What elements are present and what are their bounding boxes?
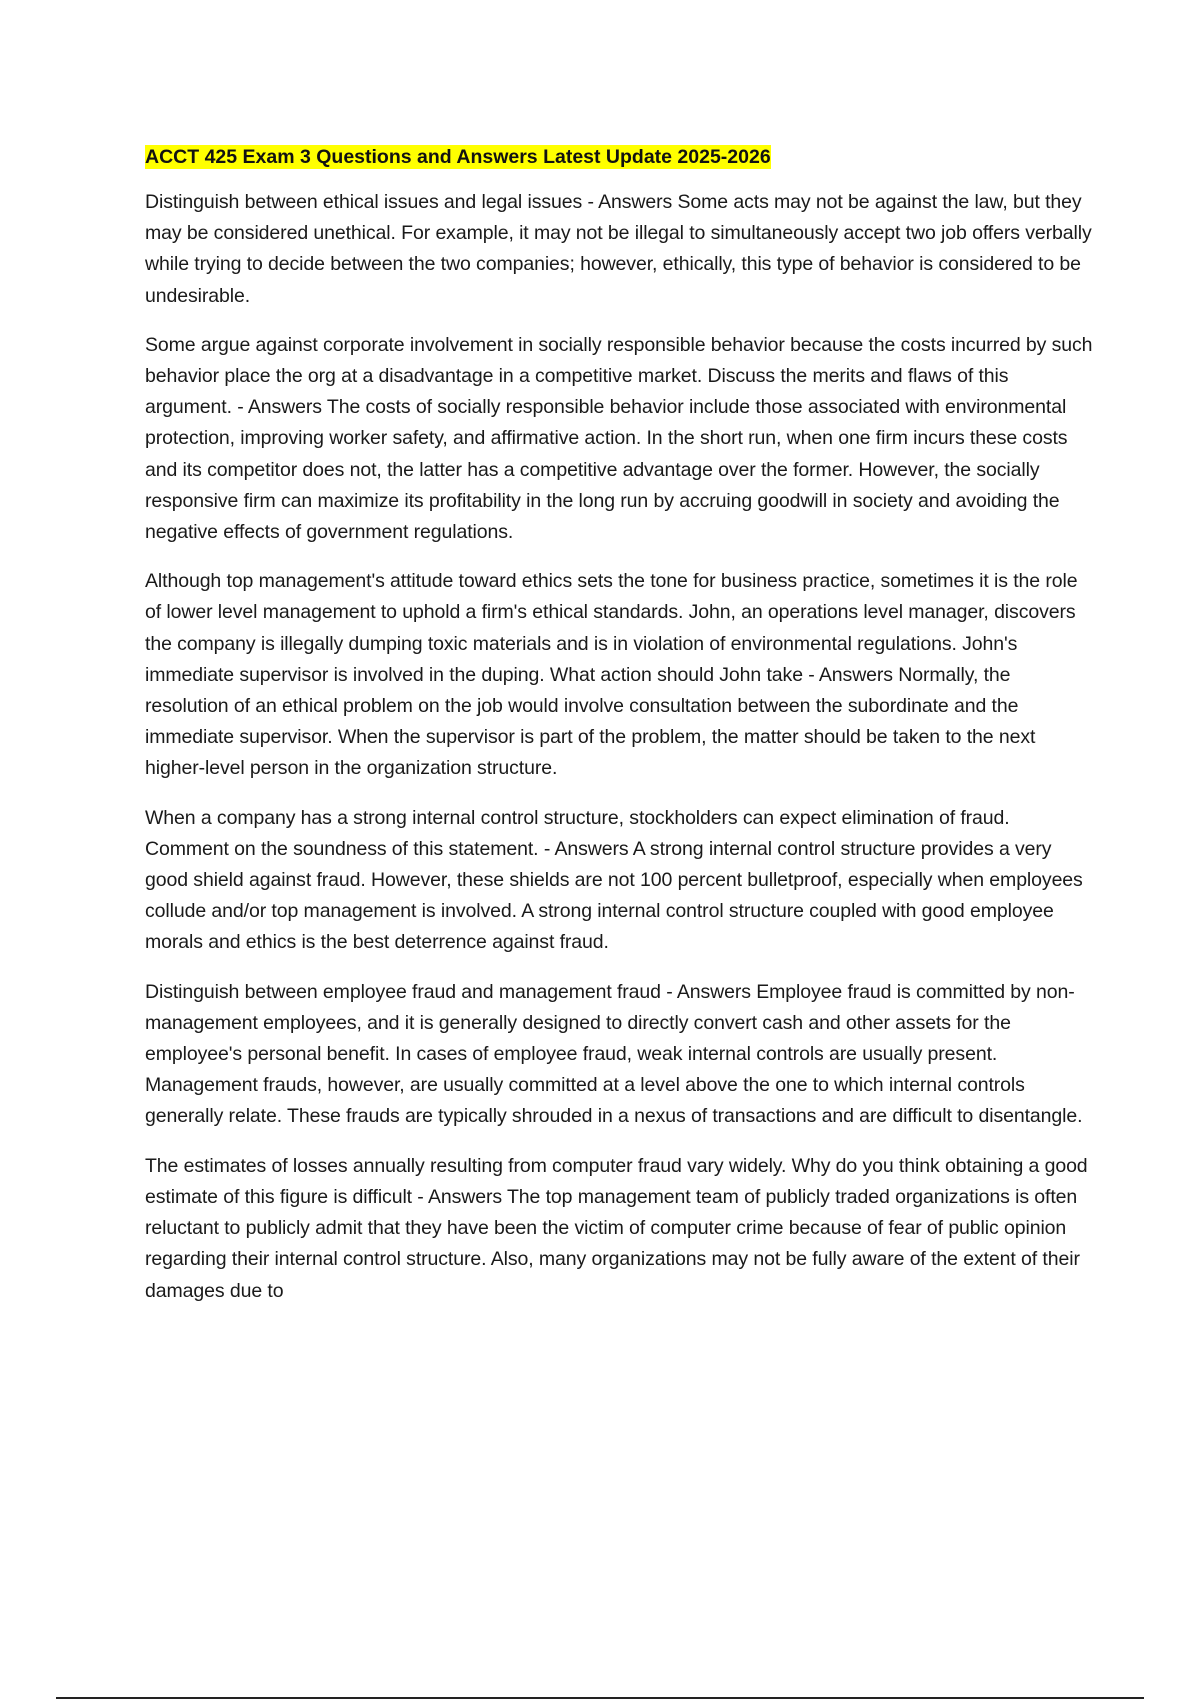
qa-paragraph: Although top management's attitude toward ethics sets the tone for business practice, sometimes it is the role of lower level management to uphold a firm's ethical standards. John, an operations level manager, discovers the company is illegally dumping toxic materials and is in violation of environmental regulations. John's immediate supervisor is involved in the duping. What action should John take - Answers Normally, the resolution of an ethical problem on the job would involve consultation between the subordinate and the immediate supervisor. When the supervisor is part of the problem, the matter should be taken to the next higher-level person in the organization structure. bbox=[145, 570, 1078, 780]
qa-paragraph: When a company has a strong internal control structure, stockholders can expect elimination of fraud. Comment on the soundness of this statement. - Answers A strong internal control structure provides a very good shield against fraud. However, these shields are not 100 percent bulletproof, especially when employees collude and/or top management is involved. A strong internal control structure coupled with good employee morals and ethics is the best deterrence against fraud. bbox=[145, 806, 1083, 954]
qa-paragraph: Distinguish between employee fraud and management fraud - Answers Employee fraud is committed by non-management employees, and it is generally designed to directly convert cash and other assets for the employee's personal benefit. In cases of employee fraud, weak internal controls are usually present. Management frauds, however, are usually committed at a level above the one to which internal controls generally relate. These frauds are typically shrouded in a nexus of transactions and are difficult to disentangle. bbox=[145, 980, 1083, 1128]
document-title: ACCT 425 Exam 3 Questions and Answers Latest Update 2025-2026 bbox=[145, 146, 771, 168]
qa-paragraph: Distinguish between ethical issues and legal issues - Answers Some acts may not be against the law, but they may be considered unethical. For example, it may not be illegal to simultaneously accept two job offers verbally while trying to decide between the two companies; however, ethically, this type of behavior is considered to be undesirable. bbox=[145, 191, 1092, 307]
qa-paragraph: The estimates of losses annually resulting from computer fraud vary widely. Why do you think obtaining a good estimate of this figure is difficult - Answers The top management team of publicly traded organizations is often reluctant to publicly admit that they have been the victim of computer crime because of fear of public opinion regarding their internal control structure. Also, many organizations may not be fully aware of the extent of their damages due to bbox=[145, 1154, 1088, 1302]
document-body bbox=[145, 143, 1095, 1325]
qa-paragraph: Some argue against corporate involvement in socially responsible behavior because the costs incurred by such behavior place the org at a disadvantage in a competitive market. Discuss the merits and flaws of this argument. - Answers The costs of socially responsible behavior include those associated with environmental protection, improving worker safety, and affirmative action. In the short run, when one firm incurs these costs and its competitor does not, the latter has a competitive advantage over the former. However, the socially responsive firm can maximize its profitability in the long run by accruing goodwill in society and avoiding the negative effects of government regulations. bbox=[145, 333, 1093, 544]
page-bottom-divider bbox=[56, 1697, 1144, 1699]
title-line bbox=[145, 143, 1095, 173]
